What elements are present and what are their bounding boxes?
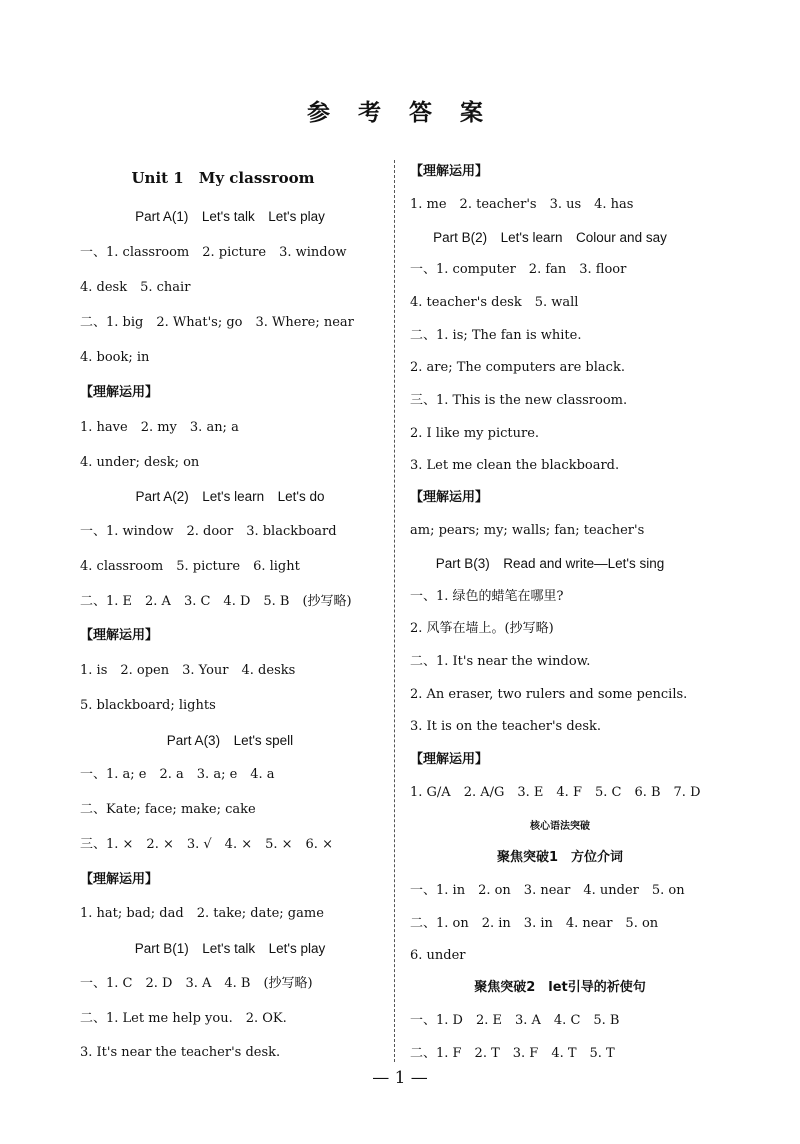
answer-line: 二、1. F 2. T 3. F 4. T 5. T (410, 1046, 615, 1061)
answer-line: 4. book; in (80, 350, 150, 365)
answer-line: 3. It is on the teacher's desk. (410, 719, 602, 734)
answer-line: 三、1. This is the new classroom. (410, 393, 628, 408)
part-heading: Part B(1) Let's talk Let's play (134, 941, 326, 956)
grammar-heading: 聚焦突破2 let引导的祈使句 (474, 980, 646, 995)
section-label: 【理解运用】 (80, 385, 159, 400)
answer-line: 1. hat; bad; dad 2. take; date; game (80, 906, 324, 921)
answer-line: 一、1. computer 2. fan 3. floor (410, 262, 627, 277)
answer-line: 二、1. It's near the window. (410, 654, 591, 669)
section-label: 【理解运用】 (80, 628, 159, 643)
answer-line: 4. classroom 5. picture 6. light (80, 559, 300, 574)
answer-line: 1. G/A 2. A/G 3. E 4. F 5. C 6. B 7. D (410, 785, 701, 800)
unit-heading: Unit 1 My classroom (131, 169, 315, 187)
answer-line: 二、1. E 2. A 3. C 4. D 5. B (抄写略) (80, 594, 352, 609)
answer-line: 2. 风筝在墙上。(抄写略) (410, 621, 554, 636)
answer-line: 2. An eraser, two rulers and some pencils. (410, 687, 688, 702)
part-heading: Part A(1) Let's talk Let's play (135, 209, 325, 224)
answer-line: 一、1. in 2. on 3. near 4. under 5. on (410, 883, 685, 898)
answer-line: 二、1. big 2. What's; go 3. Where; near (80, 315, 354, 330)
answer-line: 1. have 2. my 3. an; a (80, 420, 239, 435)
answer-line: am; pears; my; walls; fan; teacher's (410, 523, 645, 538)
answer-line: 5. blackboard; lights (80, 698, 216, 713)
answer-line: 3. It's near the teacher's desk. (80, 1045, 281, 1060)
part-heading: Part B(2) Let's learn Colour and say (433, 230, 667, 245)
grammar-heading: 聚焦突破1 方位介词 (496, 850, 624, 865)
page-title: 参 考 答 案 (306, 100, 494, 126)
answer-line: 3. Let me clean the blackboard. (410, 458, 620, 473)
answer-line: 4. desk 5. chair (80, 280, 191, 295)
answer-line: 一、1. C 2. D 3. A 4. B (抄写略) (80, 976, 313, 991)
answer-line: 2. are; The computers are black. (410, 360, 625, 375)
answer-line: 1. me 2. teacher's 3. us 4. has (410, 197, 634, 212)
section-label: 【理解运用】 (410, 752, 489, 767)
answer-line: 1. is 2. open 3. Your 4. desks (80, 663, 296, 678)
answer-line: 一、1. window 2. door 3. blackboard (80, 524, 337, 539)
section-label: 【理解运用】 (80, 872, 159, 887)
part-heading: Part A(2) Let's learn Let's do (135, 489, 325, 504)
section-label: 【理解运用】 (410, 164, 489, 179)
answer-line: 二、1. Let me help you. 2. OK. (80, 1011, 287, 1026)
page-number: — 1 — (372, 1068, 428, 1088)
answer-line: 二、1. is; The fan is white. (410, 328, 582, 343)
answer-line: 一、1. 绿色的蜡笔在哪里? (410, 589, 564, 604)
answer-line: 4. teacher's desk 5. wall (410, 295, 579, 310)
answer-line: 4. under; desk; on (80, 455, 200, 470)
answer-line: 二、1. on 2. in 3. in 4. near 5. on (410, 916, 659, 931)
answer-line: 2. I like my picture. (410, 426, 540, 441)
column-divider (394, 160, 395, 1062)
answer-line: 一、1. D 2. E 3. A 4. C 5. B (410, 1013, 620, 1028)
part-heading: Part A(3) Let's spell (166, 733, 294, 748)
answer-line: 一、1. classroom 2. picture 3. window (80, 245, 347, 260)
part-heading: Part B(3) Read and write—Let's sing (435, 556, 665, 571)
answer-line: 二、Kate; face; make; cake (80, 802, 256, 817)
grammar-heading: 核心语法突破 (530, 821, 590, 832)
section-label: 【理解运用】 (410, 490, 489, 505)
answer-line: 一、1. a; e 2. a 3. a; e 4. a (80, 767, 275, 782)
answer-line: 三、1. × 2. × 3. √ 4. × 5. × 6. × (80, 837, 333, 852)
answer-line: 6. under (410, 948, 466, 963)
